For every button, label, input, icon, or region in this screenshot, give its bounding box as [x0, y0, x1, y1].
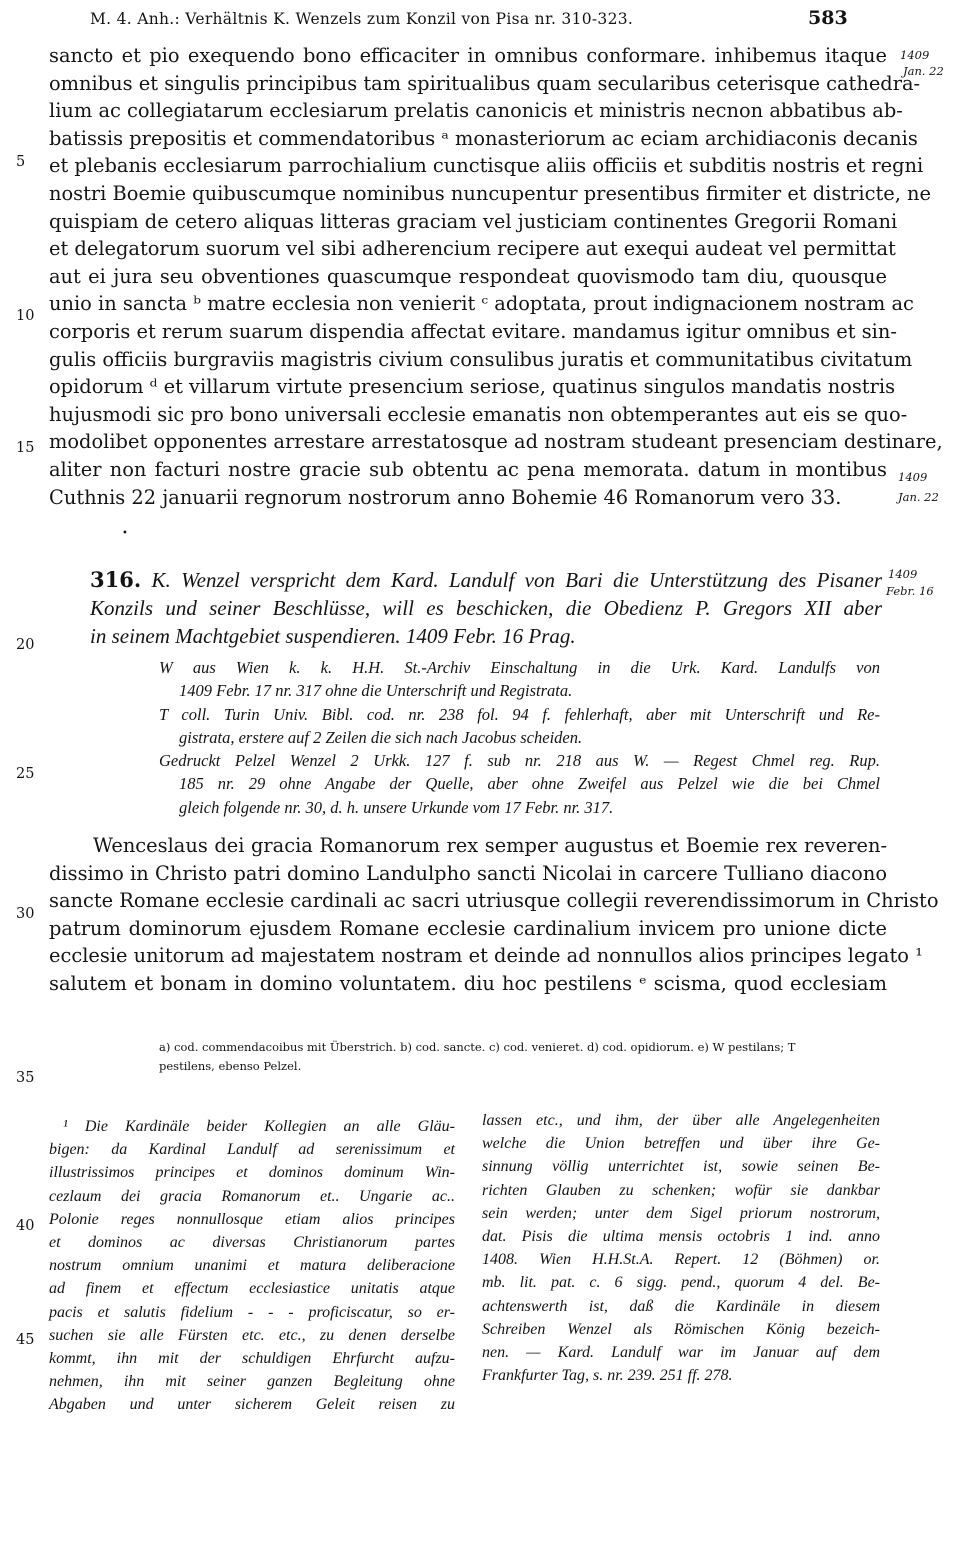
side-note-year: 1409	[900, 48, 930, 62]
heading-text: K. Wenzel verspricht dem Kard. Landulf von Bari die Unterstützung des Pisaner	[151, 568, 882, 592]
footnote-line: Frankfurter Tag, s. nr. 239. 251 ff. 278.	[482, 1367, 733, 1385]
footnote-line: 1408. Wien H.H.St.A. Repert. 12 (Böhmen) or.	[482, 1251, 880, 1269]
side-note-date: Jan. 22	[903, 64, 944, 78]
footnote-line: lassen etc., und ihm, der über alle Angelegenheiten	[482, 1112, 880, 1129]
text-line: et delegatorum suorum vel sibi adherencium recipere aut exequi audeat vel permittat	[49, 237, 896, 261]
document-number: 316.	[90, 567, 142, 592]
text-line: lium ac collegiatarum ecclesiarum prelatis canonicis et ministris necnon abbatibus ab-	[49, 99, 903, 123]
text-line: unio in sancta ᵇ matre ecclesia non venierit ᶜ adoptata, prout indignacionem nostram ac	[49, 292, 914, 316]
text-line: sancte Romane ecclesie cardinali ac sacri utriusque collegii reverendissimorum in Christo	[49, 889, 939, 913]
footnote-line: ad finem et effectum ecclesiastice unitatis atque	[49, 1280, 455, 1298]
line-number: 5	[16, 154, 26, 170]
footnote-line: achtenswerth ist, daß die Kardinäle in diesem	[482, 1297, 880, 1315]
footnote-line: cezlaum dei gracia Romanorum et.. Ungarie ac..	[49, 1187, 455, 1205]
text-line: sancto et pio exequendo bono efficaciter in omnibus conformare. inhibemus itaque	[49, 44, 887, 67]
line-number: 20	[16, 637, 35, 653]
text-line: patrum dominorum ejusdem Romane ecclesie cardinalium invicem pro unione dicte	[49, 916, 887, 940]
footnote-line: nehmen, ihn mit seiner ganzen Begleitung ohne	[49, 1373, 455, 1391]
line-number: 15	[16, 440, 35, 456]
running-title: M. 4. Anh.: Verhältnis K. Wenzels zum Konzil von Pisa nr. 310-323.	[90, 10, 634, 28]
footnote-right-column	[482, 1109, 880, 1387]
heading-line: in seinem Machtgebiet suspendieren. 1409 Febr. 16 Prag.	[90, 624, 576, 648]
text-line: hujusmodi sic pro bono universali ecclesie emanatis non obtemperantes aut eis se quo-	[49, 402, 908, 426]
text-line: nostri Boemie quibuscumque nominibus nuncupentur presentibus firmiter et districte, ne	[49, 181, 932, 205]
apparatus-line: pestilens, ebenso Pelzel.	[159, 1059, 302, 1073]
text-line: aliter non facturi nostre gracie sub obtentu ac pena memorata. datum in montibus	[49, 457, 887, 481]
source-line: gleich folgende nr. 30, d. h. unsere Urkunde vom 17 Febr. nr. 317.	[179, 797, 614, 817]
footnote-line: suchen sie alle Fürsten etc. etc., zu denen derselbe	[49, 1326, 455, 1344]
footnote-line: ¹ Die Kardinäle beider Kollegien an alle Gläu-	[63, 1118, 455, 1135]
footnote-line: sein werden; unter dem Sigel priorum nostrorum,	[482, 1204, 880, 1222]
source-line: gistrata, erstere auf 2 Zeilen die sich nach Jacobus scheiden.	[179, 727, 583, 747]
page-number: 583	[808, 7, 848, 29]
text-line: aut ei jura seu obventiones quascumque respondeat quovismodo tam diu, quousque	[49, 264, 887, 288]
footnote-line: Polonie reges nonnullosque etiam alios principes	[49, 1210, 455, 1228]
line-number: 25	[16, 766, 35, 782]
text-line: omnibus et singulis principibus tam spiritualibus quam secularibus ceterisque cathedra-	[49, 71, 921, 95]
text-line: gulis officiis burgraviis magistris civium consulibus juratis et communitatibus civitatum	[49, 347, 913, 371]
side-note-date: Jan. 22	[898, 490, 939, 504]
text-line: modolibet opponentes arrestare arrestatosque ad nostram studeant presenciam destinare,	[49, 430, 943, 454]
footnote-line: dat. Pisis die ultima mensis octobris 1 ind. anno	[482, 1227, 880, 1245]
source-line: 185 nr. 29 ohne Angabe der Quelle, aber ohne Zweifel aus Pelzel wie die bei Chmel	[179, 774, 880, 794]
body-text-bottom	[49, 832, 939, 998]
footnote-line: welche die Union betreffen und über ihre Ge-	[482, 1135, 880, 1153]
source-line: T coll. Turin Univ. Bibl. cod. nr. 238 fol. 94 f. fehlerhaft, aber mit Unterschrift und Re-	[159, 704, 880, 724]
text-line: dissimo in Christo patri domino Landulpho sancti Nicolai in carcere Tulliano diacono	[49, 861, 887, 885]
text-line: et plebanis ecclesiarum parrochialium cunctisque aliis officiis et subditis nostris et regni	[49, 154, 924, 178]
line-number: 30	[16, 906, 35, 922]
critical-apparatus	[159, 1038, 880, 1076]
footnote-left-column	[49, 1115, 455, 1416]
line-number: 40	[16, 1218, 35, 1234]
separator-mark: •	[122, 528, 128, 539]
text-line: salutem et bonam in domino voluntatem. diu hoc pestilens ᵉ scisma, quod ecclesiam	[49, 971, 887, 995]
source-description	[159, 656, 880, 819]
footnote-line: sinnung völlig unterrichtet ist, sowie seinen Be-	[482, 1158, 880, 1176]
footnote-line: nen. — Kard. Landulf war im Januar auf dem	[482, 1343, 880, 1361]
footnote-line: et dominos ac diversas Christianorum partes	[49, 1233, 455, 1251]
footnote-line: richten Glauben zu schenken; wofür sie dankbar	[482, 1181, 880, 1199]
footnote-line: kommt, ihn mit der schuldigen Ehrfurcht aufzu-	[49, 1349, 455, 1367]
footnote-line: illustrissimos principes et dominos dominum Win-	[49, 1164, 455, 1182]
footnote-line: Schreiben Wenzel als Römischen König bezeich-	[482, 1320, 880, 1338]
footnote-line: mb. lit. pat. c. 6 sigg. pend., quorum 4 del. Be-	[482, 1274, 880, 1292]
side-note-date: Febr. 16	[886, 584, 934, 598]
source-line: Gedruckt Pelzel Wenzel 2 Urkk. 127 f. sub nr. 218 aus W. — Regest Chmel reg. Rup.	[159, 751, 880, 771]
footnote-line: pacis et salutis fidelium - - - proficiscatur, so er-	[49, 1303, 455, 1321]
text-line: Cuthnis 22 januarii regnorum nostrorum anno Bohemie 46 Romanorum vero 33.	[49, 485, 842, 509]
heading-line: Konzils und seiner Beschlüsse, will es beschicken, die Obedienz P. Gregors XII aber	[90, 596, 882, 620]
text-line: batissis prepositis et commendatoribus ᵃ monasteriorum ac eciam archidiaconis decanis	[49, 126, 918, 150]
apparatus-line: a) cod. commendacoibus mit Überstrich. b) cod. sancte. c) cod. venieret. d) cod. opidiorum. e) W pestilans; T	[159, 1040, 796, 1054]
footnote-line: bigen: da Kardinal Landulf ad serenissimum et	[49, 1141, 455, 1159]
running-header	[0, 0, 960, 30]
line-number: 35	[16, 1070, 35, 1086]
text-line: quispiam de cetero aliquas litteras graciam vel justiciam continentes Gregorii Romani	[49, 209, 898, 233]
footnote-line: nostrum omnium unanimi et matura deliberacione	[49, 1257, 455, 1275]
text-line: opidorum ᵈ et villarum virtute presencium seriose, quatinus singulos mandatis nostris	[49, 375, 896, 399]
text-line: Wenceslaus dei gracia Romanorum rex semper augustus et Boemie rex reveren-	[93, 834, 887, 857]
source-line: 1409 Febr. 17 nr. 317 ohne die Unterschrift und Registrata.	[179, 681, 573, 701]
footnote-line: Abgaben und unter sicherem Geleit reisen zu	[49, 1396, 455, 1414]
side-note-year: 1409	[898, 470, 928, 484]
source-line: W aus Wien k. k. H.H. St.-Archiv Einschaltung in die Urk. Kard. Landulfs von	[159, 658, 880, 677]
heading-line	[90, 566, 882, 594]
side-note-year: 1409	[888, 567, 918, 581]
line-number: 10	[16, 308, 35, 324]
text-line: corporis et rerum suarum dispendia affectat evitare. mandamus igitur omnibus et sin-	[49, 319, 897, 343]
line-number: 45	[16, 1332, 35, 1348]
text-line: ecclesie unitorum ad majestatem nostram et deinde ad nonnullos alios principes legato ¹	[49, 944, 923, 968]
document-heading	[90, 566, 882, 650]
